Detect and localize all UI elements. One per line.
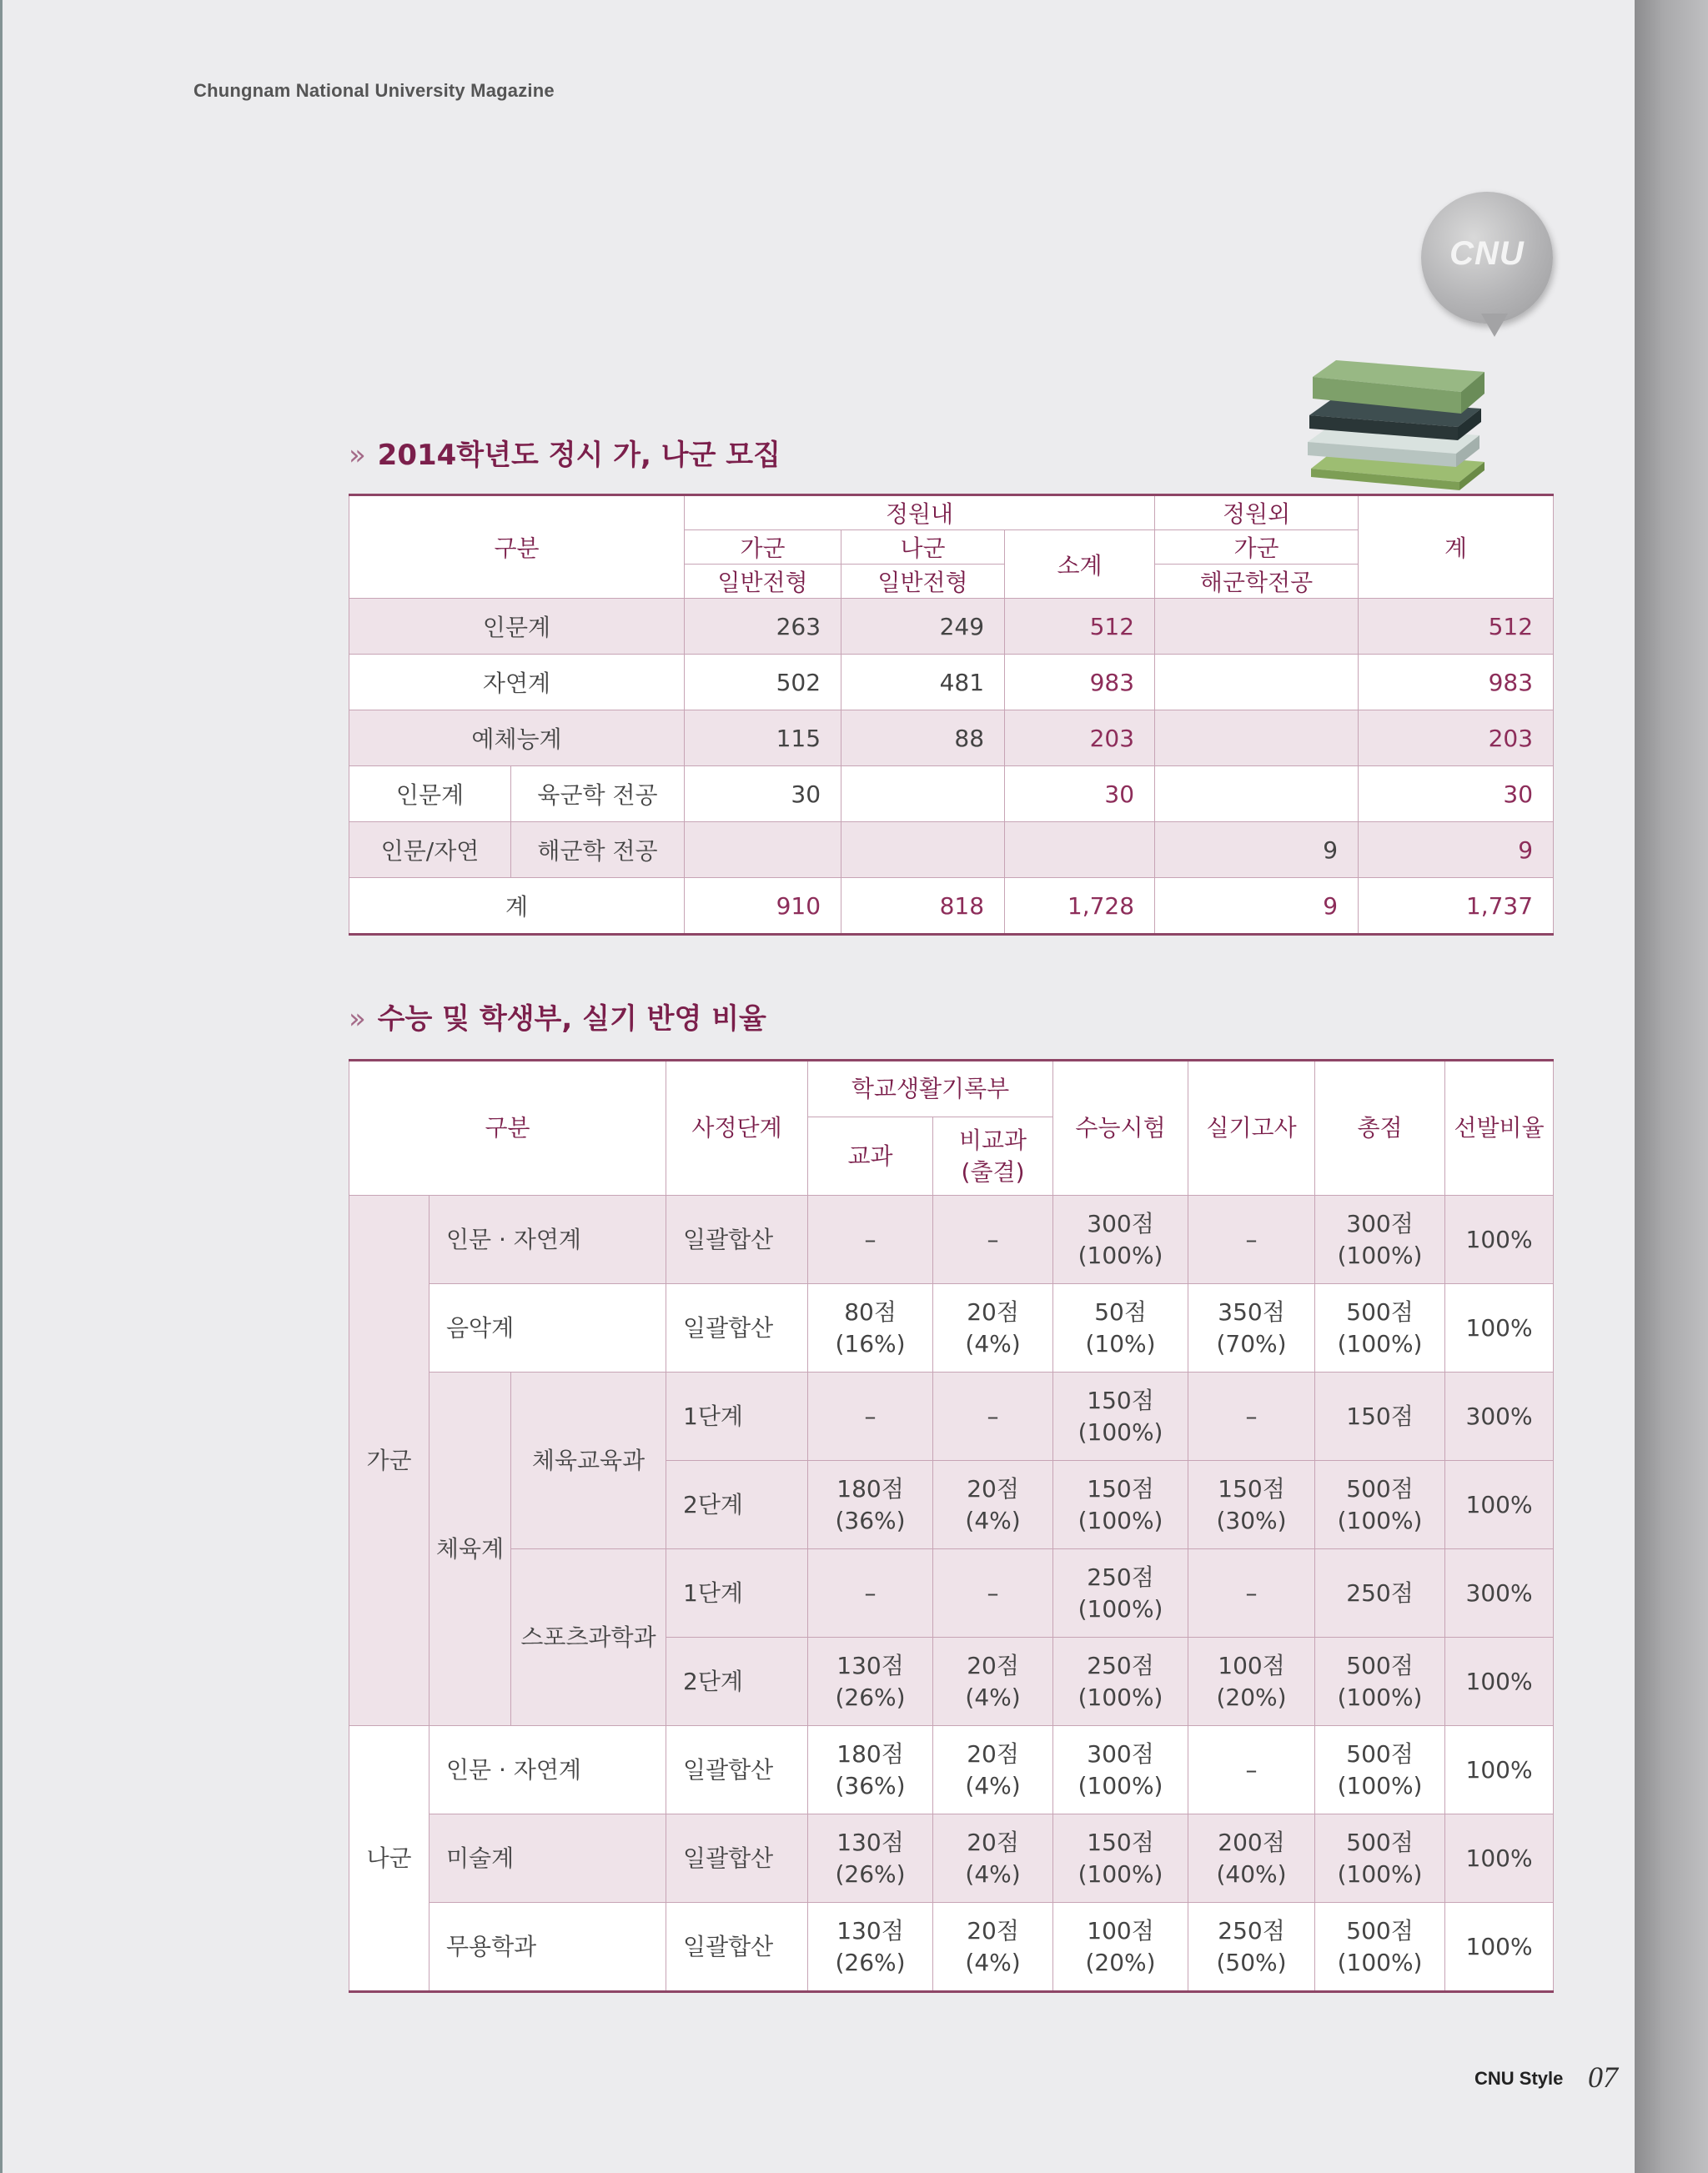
cell-percent: (100%) (1337, 1683, 1423, 1711)
cnu-logo-text: CNU (1449, 235, 1525, 272)
cell-practical (1188, 1284, 1315, 1373)
group-sports: 스포츠과학과 (511, 1549, 666, 1726)
cell-practical (1188, 1196, 1315, 1284)
row-label: 인문/자연 (349, 822, 511, 878)
header-record: 학교생활기록부 (808, 1061, 1053, 1117)
cell-value: 20점 (967, 1828, 1019, 1856)
cell-value: – (864, 1402, 877, 1430)
cell-percent: (100%) (1337, 1948, 1423, 1976)
cell-percent: (100%) (1078, 1241, 1163, 1269)
cell-value: 20점 (967, 1916, 1019, 1945)
section1-title (349, 432, 781, 473)
cell-value: 500점 (1346, 1474, 1414, 1503)
cell-value: 180점 (836, 1474, 904, 1503)
cell-subject (808, 1196, 933, 1284)
cell-ga: 30 (685, 766, 841, 822)
score-ratio-table (349, 1059, 1554, 1993)
row-name: 미술계 (430, 1814, 666, 1903)
cell-value: – (987, 1225, 999, 1253)
cell-stage: 일괄합산 (666, 1726, 808, 1814)
cell-value: – (1245, 1225, 1258, 1253)
cell-value: 150점 (1087, 1474, 1154, 1503)
cell-percent: (100%) (1337, 1241, 1423, 1269)
cell-total: 1,737 (1359, 878, 1554, 935)
table-row (349, 710, 1554, 766)
table-row (349, 1903, 1554, 1992)
cell-percent: (100%) (1337, 1771, 1423, 1799)
cell-stage: 일괄합산 (666, 1814, 808, 1903)
row-label: 인문계 (349, 766, 511, 822)
admission-quota-table (349, 494, 1554, 936)
cell-na (841, 766, 1005, 822)
cell-value: – (987, 1578, 999, 1607)
cell-value: 150점 (1087, 1386, 1154, 1414)
cell-ga: 263 (685, 599, 841, 655)
cell-csat (1053, 1284, 1188, 1373)
cell-ratio: 100% (1445, 1903, 1554, 1992)
cell-percent: (26%) (835, 1859, 906, 1888)
cell-stage: 일괄합산 (666, 1903, 808, 1992)
cell-value: 500점 (1346, 1916, 1414, 1945)
cell-total (1315, 1814, 1445, 1903)
chevron-icon: » (349, 1002, 361, 1036)
cell-percent: (100%) (1078, 1594, 1163, 1623)
header-practical: 실기고사 (1188, 1061, 1315, 1196)
table-row (349, 1549, 1554, 1638)
cell-subject (808, 1373, 933, 1461)
cell-nonsubject (933, 1814, 1053, 1903)
cell-total: 30 (1359, 766, 1554, 822)
header-ratio: 선발비율 (1445, 1061, 1554, 1196)
section2-title (349, 996, 766, 1036)
table-row-total (349, 878, 1554, 935)
row-name: 인문 · 자연계 (430, 1726, 666, 1814)
cell-subtotal: 512 (1005, 599, 1155, 655)
cell-value: 300점 (1346, 1209, 1414, 1237)
cell-value: 250점 (1346, 1578, 1414, 1607)
cell-value: 150점 (1346, 1402, 1414, 1430)
header-nonsubject (933, 1117, 1053, 1196)
header-ga: 가군 (685, 530, 841, 565)
cell-percent: (10%) (1085, 1329, 1156, 1357)
cell-csat (1053, 1461, 1188, 1549)
cell-value: 500점 (1346, 1828, 1414, 1856)
cell-subtotal: 1,728 (1005, 878, 1155, 935)
cell-total: 512 (1359, 599, 1554, 655)
cell-percent: (100%) (1078, 1771, 1163, 1799)
cell-nonsubject (933, 1461, 1053, 1549)
header-stage: 사정단계 (666, 1061, 808, 1196)
page-number: 07 (1588, 2060, 1618, 2094)
cell-practical (1188, 1814, 1315, 1903)
cell-value: 100점 (1218, 1651, 1285, 1679)
cell-percent: (50%) (1216, 1948, 1287, 1976)
cell-subject (808, 1461, 933, 1549)
cell-value: 20점 (967, 1651, 1019, 1679)
cell-value: 500점 (1346, 1297, 1414, 1326)
cell-value: 20점 (967, 1297, 1019, 1326)
cell-subtotal: 983 (1005, 655, 1155, 710)
cell-percent: (100%) (1078, 1506, 1163, 1534)
cell-total (1315, 1549, 1445, 1638)
books-illustration (1301, 344, 1501, 494)
cell-percent: (4%) (965, 1771, 1021, 1799)
cell-subject (808, 1814, 933, 1903)
cell-csat (1053, 1196, 1188, 1284)
cell-stage: 일괄합산 (666, 1284, 808, 1373)
cell-percent: (26%) (835, 1683, 906, 1711)
header-in-quota: 정원내 (685, 495, 1155, 530)
cell-value: 300점 (1087, 1209, 1154, 1237)
cell-nonsubject (933, 1638, 1053, 1726)
cell-total (1315, 1196, 1445, 1284)
cell-na: 88 (841, 710, 1005, 766)
row-label: 인문계 (349, 599, 685, 655)
cell-value: 500점 (1346, 1651, 1414, 1679)
header-out-ga: 가군 (1155, 530, 1359, 565)
cell-value: – (1245, 1402, 1258, 1430)
cell-total: 9 (1359, 822, 1554, 878)
cell-out (1155, 655, 1359, 710)
cell-subtotal: 30 (1005, 766, 1155, 822)
magazine-header: Chungnam National University Magazine (193, 80, 555, 101)
cell-subject (808, 1903, 933, 1992)
cell-ratio: 100% (1445, 1284, 1554, 1373)
header-category: 구분 (349, 495, 685, 599)
cell-value: 250점 (1218, 1916, 1285, 1945)
row-name: 무용학과 (430, 1903, 666, 1992)
header-subject: 교과 (808, 1117, 933, 1196)
cell-total: 203 (1359, 710, 1554, 766)
header-total: 계 (1359, 495, 1554, 599)
cell-stage: 1단계 (666, 1373, 808, 1461)
cell-practical (1188, 1461, 1315, 1549)
cell-percent: (26%) (835, 1948, 906, 1976)
group-ga: 가군 (349, 1196, 430, 1726)
cell-value: 80점 (844, 1297, 897, 1326)
cell-subject (808, 1284, 933, 1373)
cell-ga: 910 (685, 878, 841, 935)
chevron-icon: » (349, 439, 361, 472)
cell-percent: (40%) (1216, 1859, 1287, 1888)
cell-out: 9 (1155, 878, 1359, 935)
cell-percent: (20%) (1216, 1683, 1287, 1711)
cell-total (1315, 1284, 1445, 1373)
cell-practical (1188, 1726, 1315, 1814)
cell-percent: (100%) (1078, 1418, 1163, 1446)
group-pe-edu: 체육교육과 (511, 1373, 666, 1549)
cell-nonsubject (933, 1726, 1053, 1814)
group-pe: 체육계 (430, 1373, 511, 1726)
group-na: 나군 (349, 1726, 430, 1992)
cell-value: 250점 (1087, 1563, 1154, 1591)
cell-ga: 502 (685, 655, 841, 710)
cell-value: 150점 (1218, 1474, 1285, 1503)
cell-value: – (1245, 1755, 1258, 1784)
table-row (349, 599, 1554, 655)
cell-percent: (4%) (965, 1859, 1021, 1888)
cell-ga: 115 (685, 710, 841, 766)
header-ga-general: 일반전형 (685, 565, 841, 599)
cell-value: 130점 (836, 1651, 904, 1679)
cell-value: 100점 (1087, 1916, 1154, 1945)
table-row (349, 1196, 1554, 1284)
cell-percent: (36%) (835, 1506, 906, 1534)
cell-percent: (4%) (965, 1506, 1021, 1534)
cell-na: 818 (841, 878, 1005, 935)
table-row (349, 766, 1554, 822)
header-csat: 수능시험 (1053, 1061, 1188, 1196)
cell-value: 130점 (836, 1828, 904, 1856)
cell-csat (1053, 1373, 1188, 1461)
cell-percent: (20%) (1085, 1948, 1156, 1976)
cell-out (1155, 710, 1359, 766)
cell-percent: (100%) (1337, 1859, 1423, 1888)
cell-value: 180점 (836, 1739, 904, 1768)
cell-ratio: 100% (1445, 1461, 1554, 1549)
cell-ratio: 300% (1445, 1549, 1554, 1638)
row-sublabel: 육군학 전공 (511, 766, 685, 822)
cell-stage: 일괄합산 (666, 1196, 808, 1284)
cell-subject (808, 1726, 933, 1814)
cell-csat (1053, 1549, 1188, 1638)
cell-total (1315, 1638, 1445, 1726)
cell-value: 300점 (1087, 1739, 1154, 1768)
row-name: 인문 · 자연계 (430, 1196, 666, 1284)
page-edge (0, 0, 3, 2173)
cell-percent: (70%) (1216, 1329, 1287, 1357)
table-row (349, 655, 1554, 710)
row-sublabel: 해군학 전공 (511, 822, 685, 878)
cell-percent: (30%) (1216, 1506, 1287, 1534)
row-label: 자연계 (349, 655, 685, 710)
cell-csat (1053, 1638, 1188, 1726)
table-row (349, 822, 1554, 878)
cell-na: 481 (841, 655, 1005, 710)
cell-total: 983 (1359, 655, 1554, 710)
row-name: 음악계 (430, 1284, 666, 1373)
cell-ratio: 100% (1445, 1638, 1554, 1726)
cell-stage: 1단계 (666, 1549, 808, 1638)
cell-csat (1053, 1814, 1188, 1903)
cell-csat (1053, 1726, 1188, 1814)
cell-nonsubject (933, 1373, 1053, 1461)
cell-value: 20점 (967, 1474, 1019, 1503)
cell-percent: (100%) (1337, 1329, 1423, 1357)
cell-value: 500점 (1346, 1739, 1414, 1768)
cell-na (841, 822, 1005, 878)
cell-nonsubject (933, 1196, 1053, 1284)
section2-title-text: 수능 및 학생부, 실기 반영 비율 (377, 1002, 766, 1036)
cnu-logo-tail (1481, 314, 1508, 337)
cell-subject (808, 1638, 933, 1726)
cell-value: – (1245, 1578, 1258, 1607)
cell-total (1315, 1373, 1445, 1461)
section1-title-text: 2014학년도 정시 가, 나군 모집 (377, 439, 781, 472)
cell-out: 9 (1155, 822, 1359, 878)
cell-ratio: 100% (1445, 1196, 1554, 1284)
header-category: 구분 (349, 1061, 666, 1196)
table-row (349, 1726, 1554, 1814)
table-row (349, 1373, 1554, 1461)
table-row (349, 1284, 1554, 1373)
header-total: 총점 (1315, 1061, 1445, 1196)
cell-ratio: 100% (1445, 1814, 1554, 1903)
cell-value: 250점 (1087, 1651, 1154, 1679)
cell-value: 200점 (1218, 1828, 1285, 1856)
cell-na: 249 (841, 599, 1005, 655)
cell-value: – (864, 1225, 877, 1253)
cell-percent: (4%) (965, 1683, 1021, 1711)
header-na-general: 일반전형 (841, 565, 1005, 599)
cell-stage: 2단계 (666, 1461, 808, 1549)
cell-practical (1188, 1903, 1315, 1992)
cell-ratio: 300% (1445, 1373, 1554, 1461)
header-subtotal: 소계 (1005, 530, 1155, 599)
side-strip (1635, 0, 1708, 2173)
cell-total (1315, 1461, 1445, 1549)
cell-out (1155, 599, 1359, 655)
row-label: 계 (349, 878, 685, 935)
cell-percent: (4%) (965, 1948, 1021, 1976)
cell-value: – (987, 1402, 999, 1430)
cell-value: 50점 (1094, 1297, 1147, 1326)
cell-total (1315, 1726, 1445, 1814)
cell-percent: (100%) (1337, 1506, 1423, 1534)
cell-practical (1188, 1638, 1315, 1726)
cell-ratio: 100% (1445, 1726, 1554, 1814)
header-nonsubject-label: 비교과 (958, 1126, 1027, 1154)
cell-nonsubject (933, 1549, 1053, 1638)
cell-value: 20점 (967, 1739, 1019, 1768)
cell-percent: (36%) (835, 1771, 906, 1799)
cell-percent: (4%) (965, 1329, 1021, 1357)
cell-ga (685, 822, 841, 878)
header-na: 나군 (841, 530, 1005, 565)
cell-value: – (864, 1578, 877, 1607)
cell-percent: (100%) (1078, 1859, 1163, 1888)
cell-value: 350점 (1218, 1297, 1285, 1326)
cell-nonsubject (933, 1903, 1053, 1992)
cell-nonsubject (933, 1284, 1053, 1373)
cell-csat (1053, 1903, 1188, 1992)
row-label: 예체능계 (349, 710, 685, 766)
cell-subtotal (1005, 822, 1155, 878)
cell-percent: (100%) (1078, 1683, 1163, 1711)
cell-total (1315, 1903, 1445, 1992)
table-row (349, 1814, 1554, 1903)
cell-subtotal: 203 (1005, 710, 1155, 766)
cell-value: 150점 (1087, 1828, 1154, 1856)
header-attendance-label: (출결) (961, 1157, 1025, 1186)
cell-out (1155, 766, 1359, 822)
cell-subject (808, 1549, 933, 1638)
header-navy: 해군학전공 (1155, 565, 1359, 599)
header-out-quota: 정원외 (1155, 495, 1359, 530)
cell-percent: (16%) (835, 1329, 906, 1357)
cell-practical (1188, 1549, 1315, 1638)
cell-practical (1188, 1373, 1315, 1461)
cell-stage: 2단계 (666, 1638, 808, 1726)
footer-label: CNU Style (1474, 2068, 1564, 2089)
cell-value: 130점 (836, 1916, 904, 1945)
